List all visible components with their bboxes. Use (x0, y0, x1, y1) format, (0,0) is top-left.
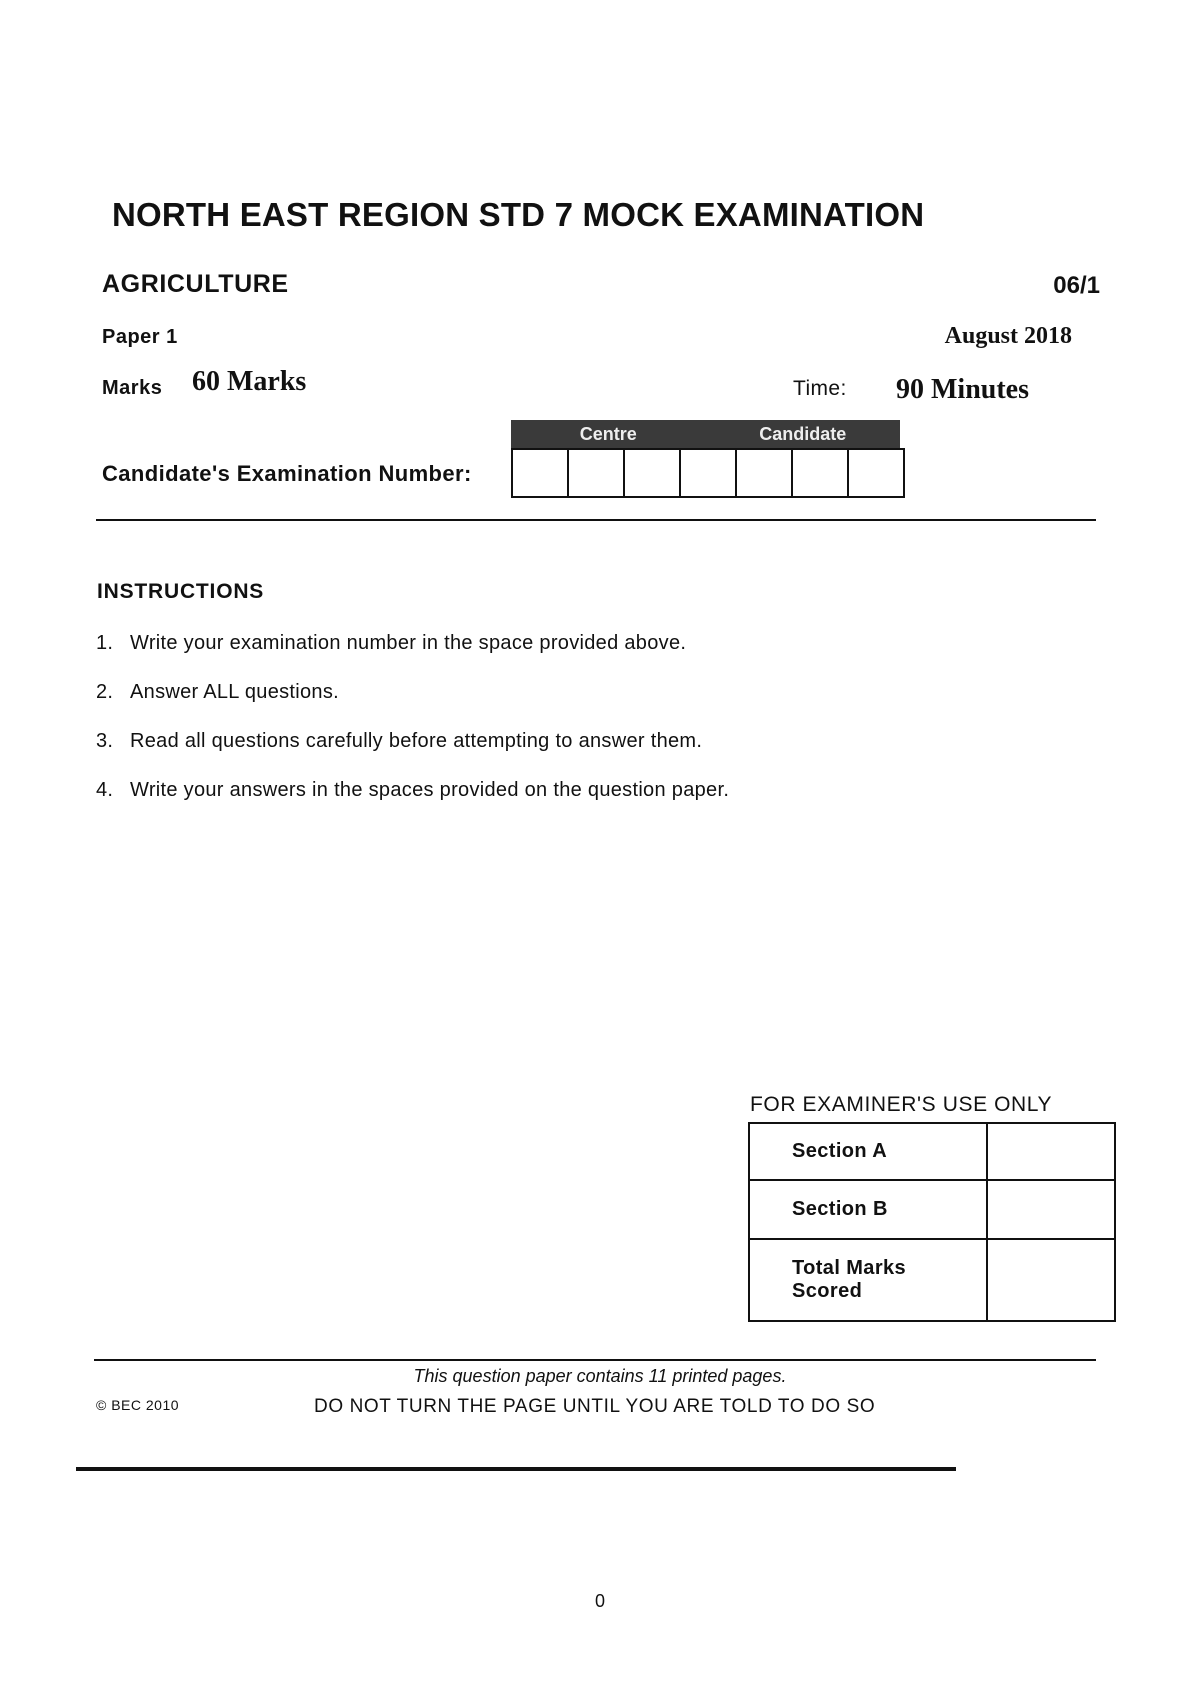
marks-label: Marks (102, 377, 163, 399)
number-box[interactable] (625, 450, 681, 496)
examiner-heading: FOR EXAMINER'S USE ONLY (750, 1093, 1053, 1116)
instruction-item: 4. Write your answers in the spaces provided on the question paper. (96, 779, 730, 801)
bottom-rule (76, 1467, 956, 1471)
table-row (749, 1123, 1115, 1180)
table-row (749, 1239, 1115, 1321)
candidate-number-header (511, 420, 900, 448)
section-b-label: Section B (749, 1180, 987, 1239)
number-box[interactable] (569, 450, 625, 496)
footer-divider (94, 1359, 1096, 1361)
exam-title: NORTH EAST REGION STD 7 MOCK EXAMINATION (112, 196, 925, 233)
header-divider (96, 519, 1096, 521)
instruction-item: 3. Read all questions carefully before attempting to answer them. (96, 730, 703, 752)
section-a-label: Section A (749, 1123, 987, 1180)
marks-value: 60 Marks (192, 366, 307, 397)
exam-date: August 2018 (944, 323, 1072, 349)
paper-number: Paper 1 (102, 326, 178, 348)
instructions-list (96, 632, 729, 828)
table-row (749, 1180, 1115, 1239)
warning-text: DO NOT TURN THE PAGE UNTIL YOU ARE TOLD TO DO SO (314, 1396, 876, 1417)
section-b-score[interactable] (987, 1180, 1115, 1239)
total-marks-score[interactable] (987, 1239, 1115, 1321)
number-box[interactable] (793, 450, 849, 496)
number-box[interactable] (737, 450, 793, 496)
number-box[interactable] (849, 450, 905, 496)
number-box[interactable] (513, 450, 569, 496)
page-number: 0 (594, 1591, 605, 1611)
section-a-score[interactable] (987, 1123, 1115, 1180)
examiner-table (748, 1122, 1116, 1322)
subject-name: AGRICULTURE (102, 270, 289, 298)
instructions-heading: INSTRUCTIONS (97, 580, 265, 603)
number-box[interactable] (681, 450, 737, 496)
candidate-number-label: Candidate's Examination Number: (102, 461, 472, 486)
candidate-label: Candidate (759, 424, 847, 444)
time-label: Time: (793, 377, 847, 400)
copyright: © BEC 2010 (96, 1397, 180, 1413)
candidate-number-boxes (511, 448, 905, 498)
instruction-item: 2. Answer ALL questions. (96, 681, 340, 703)
time-value: 90 Minutes (896, 374, 1029, 405)
pages-note: This question paper contains 11 printed pages. (413, 1366, 787, 1386)
centre-label: Centre (579, 424, 637, 444)
total-marks-label: Total Marks Scored (749, 1239, 987, 1321)
paper-code: 06/1 (1053, 272, 1100, 299)
instruction-item: 1. Write your examination number in the space provided above. (96, 632, 687, 654)
